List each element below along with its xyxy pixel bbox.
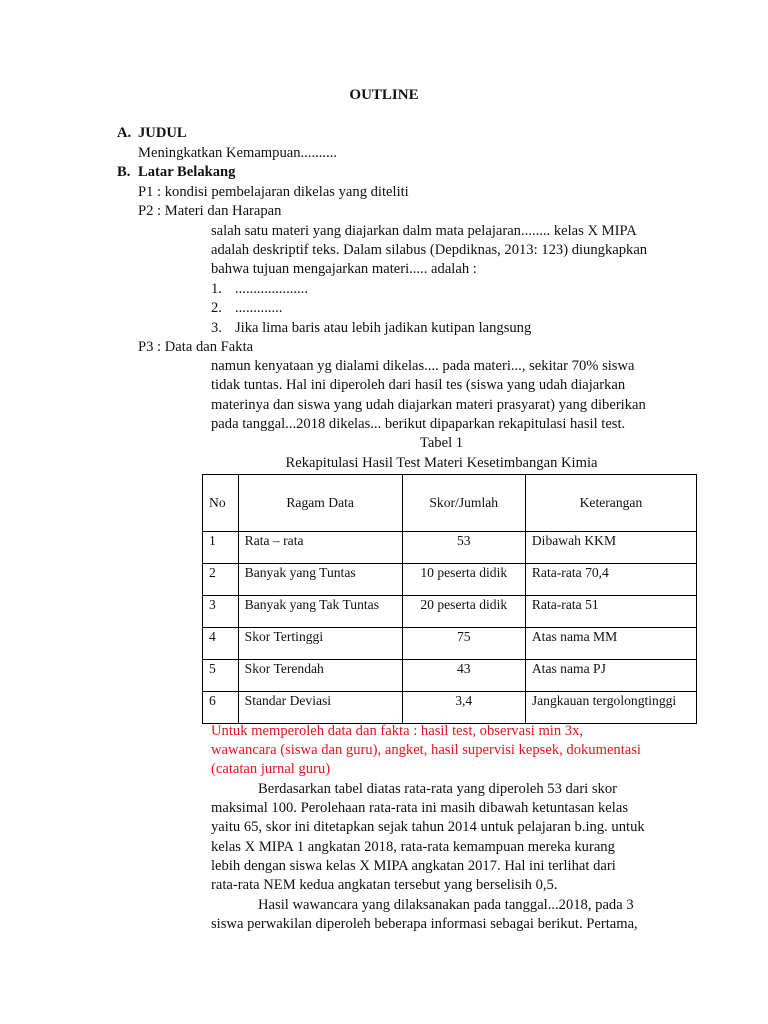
table-row bbox=[203, 532, 697, 564]
cell-ragam: Rata – rata bbox=[238, 532, 402, 564]
list-item-number: 3. bbox=[211, 320, 222, 336]
p3-text-line: tidak tuntas. Hal ini diperoleh dari hasil tes (siswa yang udah diajarkan bbox=[211, 377, 626, 393]
p1-line: P1 : kondisi pembelajaran dikelas yang diteliti bbox=[138, 184, 409, 200]
p3-text-line: materinya dan siswa yang udah diajarkan materi prasyarat) yang diberikan bbox=[211, 397, 646, 413]
p3-line: P3 : Data dan Fakta bbox=[138, 339, 254, 355]
note-line: Untuk memperoleh data dan fakta : hasil test, observasi min 3x, bbox=[211, 723, 584, 739]
note-line: (catatan jurnal guru) bbox=[211, 761, 331, 777]
cell-skor: 53 bbox=[402, 532, 525, 564]
note-line: wawancara (siswa dan guru), angket, hasil supervisi kepsek, dokumentasi bbox=[211, 742, 641, 758]
section-a-label: A. bbox=[117, 125, 132, 141]
cell-no: 4 bbox=[203, 628, 239, 660]
cell-keterangan: Rata-rata 70,4 bbox=[525, 564, 696, 596]
cell-no: 5 bbox=[203, 660, 239, 692]
page-title: OUTLINE bbox=[349, 87, 419, 103]
cell-keterangan: Atas nama MM bbox=[525, 628, 696, 660]
table-row bbox=[203, 692, 697, 724]
cell-ragam: Banyak yang Tak Tuntas bbox=[238, 596, 402, 628]
table-row bbox=[203, 628, 697, 660]
table-row bbox=[203, 660, 697, 692]
section-a-heading: JUDUL bbox=[138, 125, 187, 141]
p2-text-line: salah satu materi yang diajarkan dalm mata pelajaran........ kelas X MIPA bbox=[211, 223, 637, 239]
cell-ragam: Skor Tertinggi bbox=[238, 628, 402, 660]
cell-ragam: Skor Terendah bbox=[238, 660, 402, 692]
paragraph-1-line: lebih dengan siswa kelas X MIPA angkatan 2017. Hal ini terlihat dari bbox=[211, 858, 616, 874]
table-header-row bbox=[203, 475, 697, 532]
paragraph-1-line: yaitu 65, skor ini ditetapkan sejak tahun 2014 untuk pelajaran b.ing. untuk bbox=[211, 819, 645, 835]
section-b-heading: Latar Belakang bbox=[138, 164, 236, 180]
cell-skor: 3,4 bbox=[402, 692, 525, 724]
p2-line: P2 : Materi dan Harapan bbox=[138, 203, 282, 219]
list-item-text: .................... bbox=[235, 281, 308, 297]
table-row bbox=[203, 596, 697, 628]
paragraph-1-line: rata-rata NEM kedua angkatan tersebut yang berselisih 0,5. bbox=[211, 877, 558, 893]
cell-skor: 43 bbox=[402, 660, 525, 692]
cell-ragam: Standar Deviasi bbox=[238, 692, 402, 724]
results-table bbox=[202, 474, 697, 724]
cell-keterangan: Jangkauan tergolongtinggi bbox=[525, 692, 696, 724]
table-title: Rekapitulasi Hasil Test Materi Kesetimbangan Kimia bbox=[285, 455, 598, 471]
cell-skor: 10 peserta didik bbox=[402, 564, 525, 596]
p3-text-line: pada tanggal...2018 dikelas... berikut dipaparkan rekapitulasi hasil test. bbox=[211, 416, 626, 432]
cell-no: 1 bbox=[203, 532, 239, 564]
cell-keterangan: Rata-rata 51 bbox=[525, 596, 696, 628]
table-caption: Tabel 1 bbox=[419, 435, 464, 451]
header-skor-jumlah: Skor/Jumlah bbox=[402, 475, 525, 532]
cell-keterangan: Dibawah KKM bbox=[525, 532, 696, 564]
section-b-label: B. bbox=[117, 164, 131, 180]
list-item-number: 2. bbox=[211, 300, 222, 316]
cell-skor: 20 peserta didik bbox=[402, 596, 525, 628]
list-item-number: 1. bbox=[211, 281, 222, 297]
p2-text-line: bahwa tujuan mengajarkan materi..... adalah : bbox=[211, 261, 477, 277]
cell-skor: 75 bbox=[402, 628, 525, 660]
header-ragam-data: Ragam Data bbox=[238, 475, 402, 532]
header-keterangan: Keterangan bbox=[525, 475, 696, 532]
cell-ragam: Banyak yang Tuntas bbox=[238, 564, 402, 596]
paragraph-2-line: Hasil wawancara yang dilaksanakan pada tanggal...2018, pada 3 bbox=[258, 897, 634, 913]
cell-no: 3 bbox=[203, 596, 239, 628]
cell-no: 6 bbox=[203, 692, 239, 724]
section-a-text: Meningkatkan Kemampuan.......... bbox=[138, 145, 337, 161]
list-item-text: ............. bbox=[235, 300, 283, 316]
paragraph-1-line: Berdasarkan tabel diatas rata-rata yang diperoleh 53 dari skor bbox=[258, 781, 618, 797]
paragraph-2-line: siswa perwakilan diperoleh beberapa informasi sebagai berikut. Pertama, bbox=[211, 916, 638, 932]
cell-no: 2 bbox=[203, 564, 239, 596]
list-item-text: Jika lima baris atau lebih jadikan kutipan langsung bbox=[235, 320, 532, 336]
paragraph-1-line: kelas X MIPA 1 angkatan 2018, rata-rata kemampuan mereka kurang bbox=[211, 839, 615, 855]
table-row bbox=[203, 564, 697, 596]
p2-text-line: adalah deskriptif teks. Dalam silabus (Depdiknas, 2013: 123) diungkapkan bbox=[211, 242, 648, 258]
cell-keterangan: Atas nama PJ bbox=[525, 660, 696, 692]
header-no: No bbox=[203, 475, 239, 532]
paragraph-1-line: maksimal 100. Perolehaan rata-rata ini masih dibawah ketuntasan kelas bbox=[211, 800, 628, 816]
p3-text-line: namun kenyataan yg dialami dikelas.... pada materi..., sekitar 70% siswa bbox=[211, 358, 635, 374]
